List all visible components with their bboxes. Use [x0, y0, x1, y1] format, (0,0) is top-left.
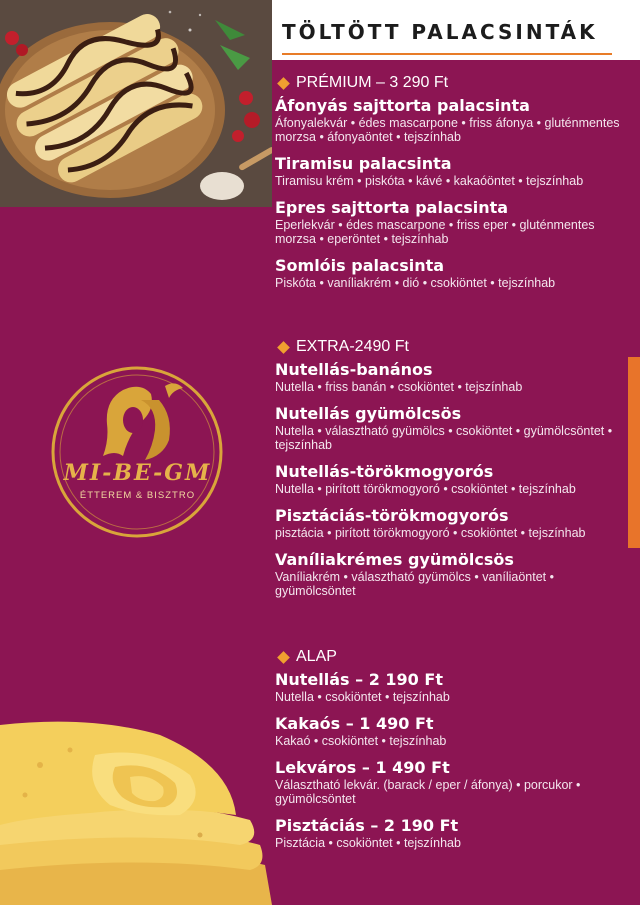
rolled-crepes-illustration — [0, 0, 272, 207]
title-underline — [282, 53, 612, 55]
section-label: PRÉMIUM – 3 290 Ft — [296, 74, 449, 91]
diamond-bullet-icon — [277, 77, 290, 90]
logo-brand: MI-BE-GM — [63, 460, 212, 486]
menu-item-description: Választható lekvár. (barack / eper / áfonya) • porcukor • gyümölcsöntet — [275, 778, 581, 806]
section-extra — [275, 338, 630, 608]
section-premium — [275, 74, 630, 300]
menu-item-description: Kakaó • csokiöntet • tejszínhab — [275, 734, 447, 748]
menu-item-description: Tiramisu krém • piskóta • kávé • kakaóöntet • tejszínhab — [275, 174, 584, 188]
logo-tagline: ÉTTEREM & BISZTRO — [79, 490, 196, 501]
menu-item-name: Nutellás-törökmogyorós — [275, 462, 494, 481]
diamond-bullet-icon — [277, 651, 290, 664]
menu-item-name: Tiramisu palacsinta — [275, 154, 452, 173]
logo-emblem-icon — [45, 360, 230, 545]
menu-item — [275, 506, 630, 540]
section-label: EXTRA-2490 Ft — [296, 338, 409, 355]
menu-item-description: Eperlekvár • édes mascarpone • friss eper • gluténmentes morzsa • eperöntet • tejszínhab — [275, 218, 595, 246]
menu-item-name: Áfonyás sajttorta palacsinta — [275, 96, 530, 115]
crepes-photo-bottom — [0, 705, 272, 905]
menu-item-name: Pisztáciás – 2 190 Ft — [275, 816, 459, 835]
menu-item — [275, 96, 630, 144]
menu-item — [275, 404, 630, 452]
section-basic — [275, 648, 630, 860]
menu-item-description: Nutella • választható gyümölcs • csokiöntet • gyümölcsöntet • tejszínhab — [275, 424, 613, 452]
menu-item-description: Áfonyalekvár • édes mascarpone • friss áfonya • gluténmentes morzsa • áfonyaöntet • tejszínhab — [275, 116, 620, 144]
menu-item-name: Somlóis palacsinta — [275, 256, 445, 275]
menu-item-description: Nutella • friss banán • csokiöntet • tejszínhab — [275, 380, 523, 394]
diamond-bullet-icon — [277, 341, 290, 354]
menu-item — [275, 154, 630, 188]
menu-item-description: Nutella • csokiöntet • tejszínhab — [275, 690, 450, 704]
menu-item-description: Piskóta • vaníliakrém • dió • csokiöntet • tejszínhab — [275, 276, 556, 290]
menu-item-name: Vaníliakrémes gyümölcsös — [275, 550, 514, 569]
menu-item-name: Nutellás gyümölcsös — [275, 404, 462, 423]
menu-item — [275, 714, 630, 748]
menu-item-name: Nutellás-banános — [275, 360, 433, 379]
menu-item-name: Epres sajttorta palacsinta — [275, 198, 509, 217]
crepes-photo-top — [0, 0, 272, 207]
menu-item-description: Vaníliakrém • választható gyümölcs • vaníliaöntet • gyümölcsöntet — [275, 570, 554, 598]
section-label: ALAP — [296, 648, 337, 665]
menu-item-description: pisztácia • pirított törökmogyoró • csokiöntet • tejszínhab — [275, 526, 586, 540]
page-title: TÖLTÖTT PALACSINTÁK — [282, 20, 598, 44]
menu-item-name: Lekváros – 1 490 Ft — [275, 758, 450, 777]
menu-item-description: Pisztácia • csokiöntet • tejszínhab — [275, 836, 461, 850]
menu-item — [275, 758, 630, 806]
menu-item-description: Nutella • pirított törökmogyoró • csokiöntet • tejszínhab — [275, 482, 576, 496]
menu-item — [275, 198, 630, 246]
menu-item — [275, 462, 630, 496]
menu-item — [275, 816, 630, 850]
restaurant-logo — [45, 360, 230, 545]
menu-item-name: Nutellás – 2 190 Ft — [275, 670, 443, 689]
folded-crepes-illustration — [0, 705, 272, 905]
menu-item-name: Kakaós – 1 490 Ft — [275, 714, 434, 733]
menu-item — [275, 670, 630, 704]
menu-item-name: Pisztáciás-törökmogyorós — [275, 506, 509, 525]
menu-item — [275, 360, 630, 394]
menu-item — [275, 550, 630, 598]
menu-item — [275, 256, 630, 290]
